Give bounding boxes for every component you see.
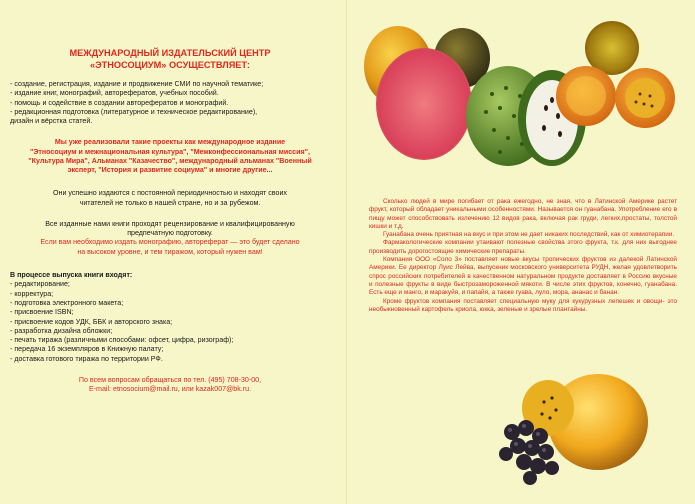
taste-paragraph: Гуанабана очень приятная на вкус и при этом не дает никаких последствий, как от химиотерапии. (383, 231, 675, 239)
heading-line-2: «ЭТНОСОЦИУМ» ОСУЩЕСТВЛЯЕТ: (90, 59, 250, 70)
process-item: - печать тиража (различными способами: офсет, цифра, ризограф); (10, 336, 234, 345)
process-item: - корректура; (10, 289, 54, 298)
projects-line: эксперт, "История и развитие социума" и многие другие... (67, 166, 273, 175)
heading-line-1: МЕЖДУНАРОДНЫЙ ИЗДАТЕЛЬСКИЙ ЦЕНТР (69, 48, 271, 58)
process-item: - присвоение кодов УДК, ББК и авторского знака; (10, 317, 173, 326)
process-item: - разработка дизайна обложки; (10, 326, 113, 335)
projects-line: "Этносоциум и межнациональная культура", "Межконфессиональная миссия", (30, 147, 310, 156)
process-item: - редактирование; (10, 280, 70, 289)
soursop-intro-paragraph: Сколько людей в мире погибает от рака ежегодно, не зная, что в Латинской Америке растет фрукт, который обладает уникальными особенностями. Называется он гуанабана. Употребление его в пищу может способствовать излечению 12 видов рака, включая рак груди, легких,простаты, толстой кишки и т.д. (369, 198, 677, 230)
company-paragraph: Компания ООО «Соло 3» поставляет новые вкусы тропических фруктов из далекой Латинской Америки. Ее директор Луис Лейва, выпускник московского университета РУДН, желая удовлетворить спрос российских потребителей в качественном натуральном продукте доставляет в Россию вкусные и полезные фрукты в виде быстрозамороженной мякоти. В числе этих фруктов, конечно, гуанабана. Есть еще и манго, и маракуйя, и папайя, а также гуава, луло, мора, ананас и банан. (369, 256, 677, 297)
guava-half (376, 48, 472, 160)
process-title: В процессе выпуска книги входят: (10, 271, 133, 280)
projects-line: "Культура Мира", Альманах "Казачество", международный альманах "Военный (28, 156, 312, 165)
offer-line: Если вам необходимо издать монографию, автореферат — это будет сделано (40, 238, 300, 247)
contact-phone-line: По всем вопросам обращаться по тел. (495) 708-30-00, (78, 376, 262, 385)
products-paragraph: Кроме фруктов компания поставляет специальную муку для кукурузных лепешек и овощи- это необыкновенный картофель криола, юкка, зеленые и зрелые плантайны. (369, 297, 677, 313)
service-item: - издание книг, монографий, авторефератов, учебных пособий. (10, 89, 219, 98)
review-line: Все изданные нами книги проходят рецензирование и квалифицированную (45, 219, 295, 228)
service-item: - редакционная подготовка (литературное и техническое редактирование), (10, 107, 258, 116)
periodicity-line: читателей не только в нашей стране, но и за рубежом. (79, 198, 261, 207)
review-line: предпечатную подготовку. (127, 229, 213, 238)
offer-line: на высоком уровне, и тем тиражом, который нужен вам! (77, 247, 263, 256)
projects-line: Мы уже реализовали такие проекты как международное издание (54, 138, 286, 147)
process-item: - доставка готового тиража по территории РФ. (10, 354, 163, 363)
service-item: - создание, регистрация, издание и продвижение СМИ по научной тематике; (10, 80, 264, 88)
right-column-text (369, 198, 677, 314)
contact-email-line: E-mail: etnosocium@mail.ru, или kazak007@bk.ru. (88, 385, 252, 394)
process-item: - присвоение ISBN; (10, 308, 74, 317)
process-item: - передача 16 экземпляров в Книжную палату; (10, 345, 164, 354)
service-item: - помощь и содействие в создании авторефератов и монографий. (10, 98, 229, 107)
process-item: - подготовка электронного макета; (10, 298, 124, 307)
service-item: дизайн и вёрстка статей. (10, 117, 93, 126)
periodicity-line: Они успешно издаются с постоянной периодичностью и находят своих (53, 189, 287, 198)
pharma-paragraph: Фармакологические компании утаивают полезные свойства этого фрукта, т.к. для них выгоднее производить дорогостоящие химические препараты. (369, 239, 677, 255)
